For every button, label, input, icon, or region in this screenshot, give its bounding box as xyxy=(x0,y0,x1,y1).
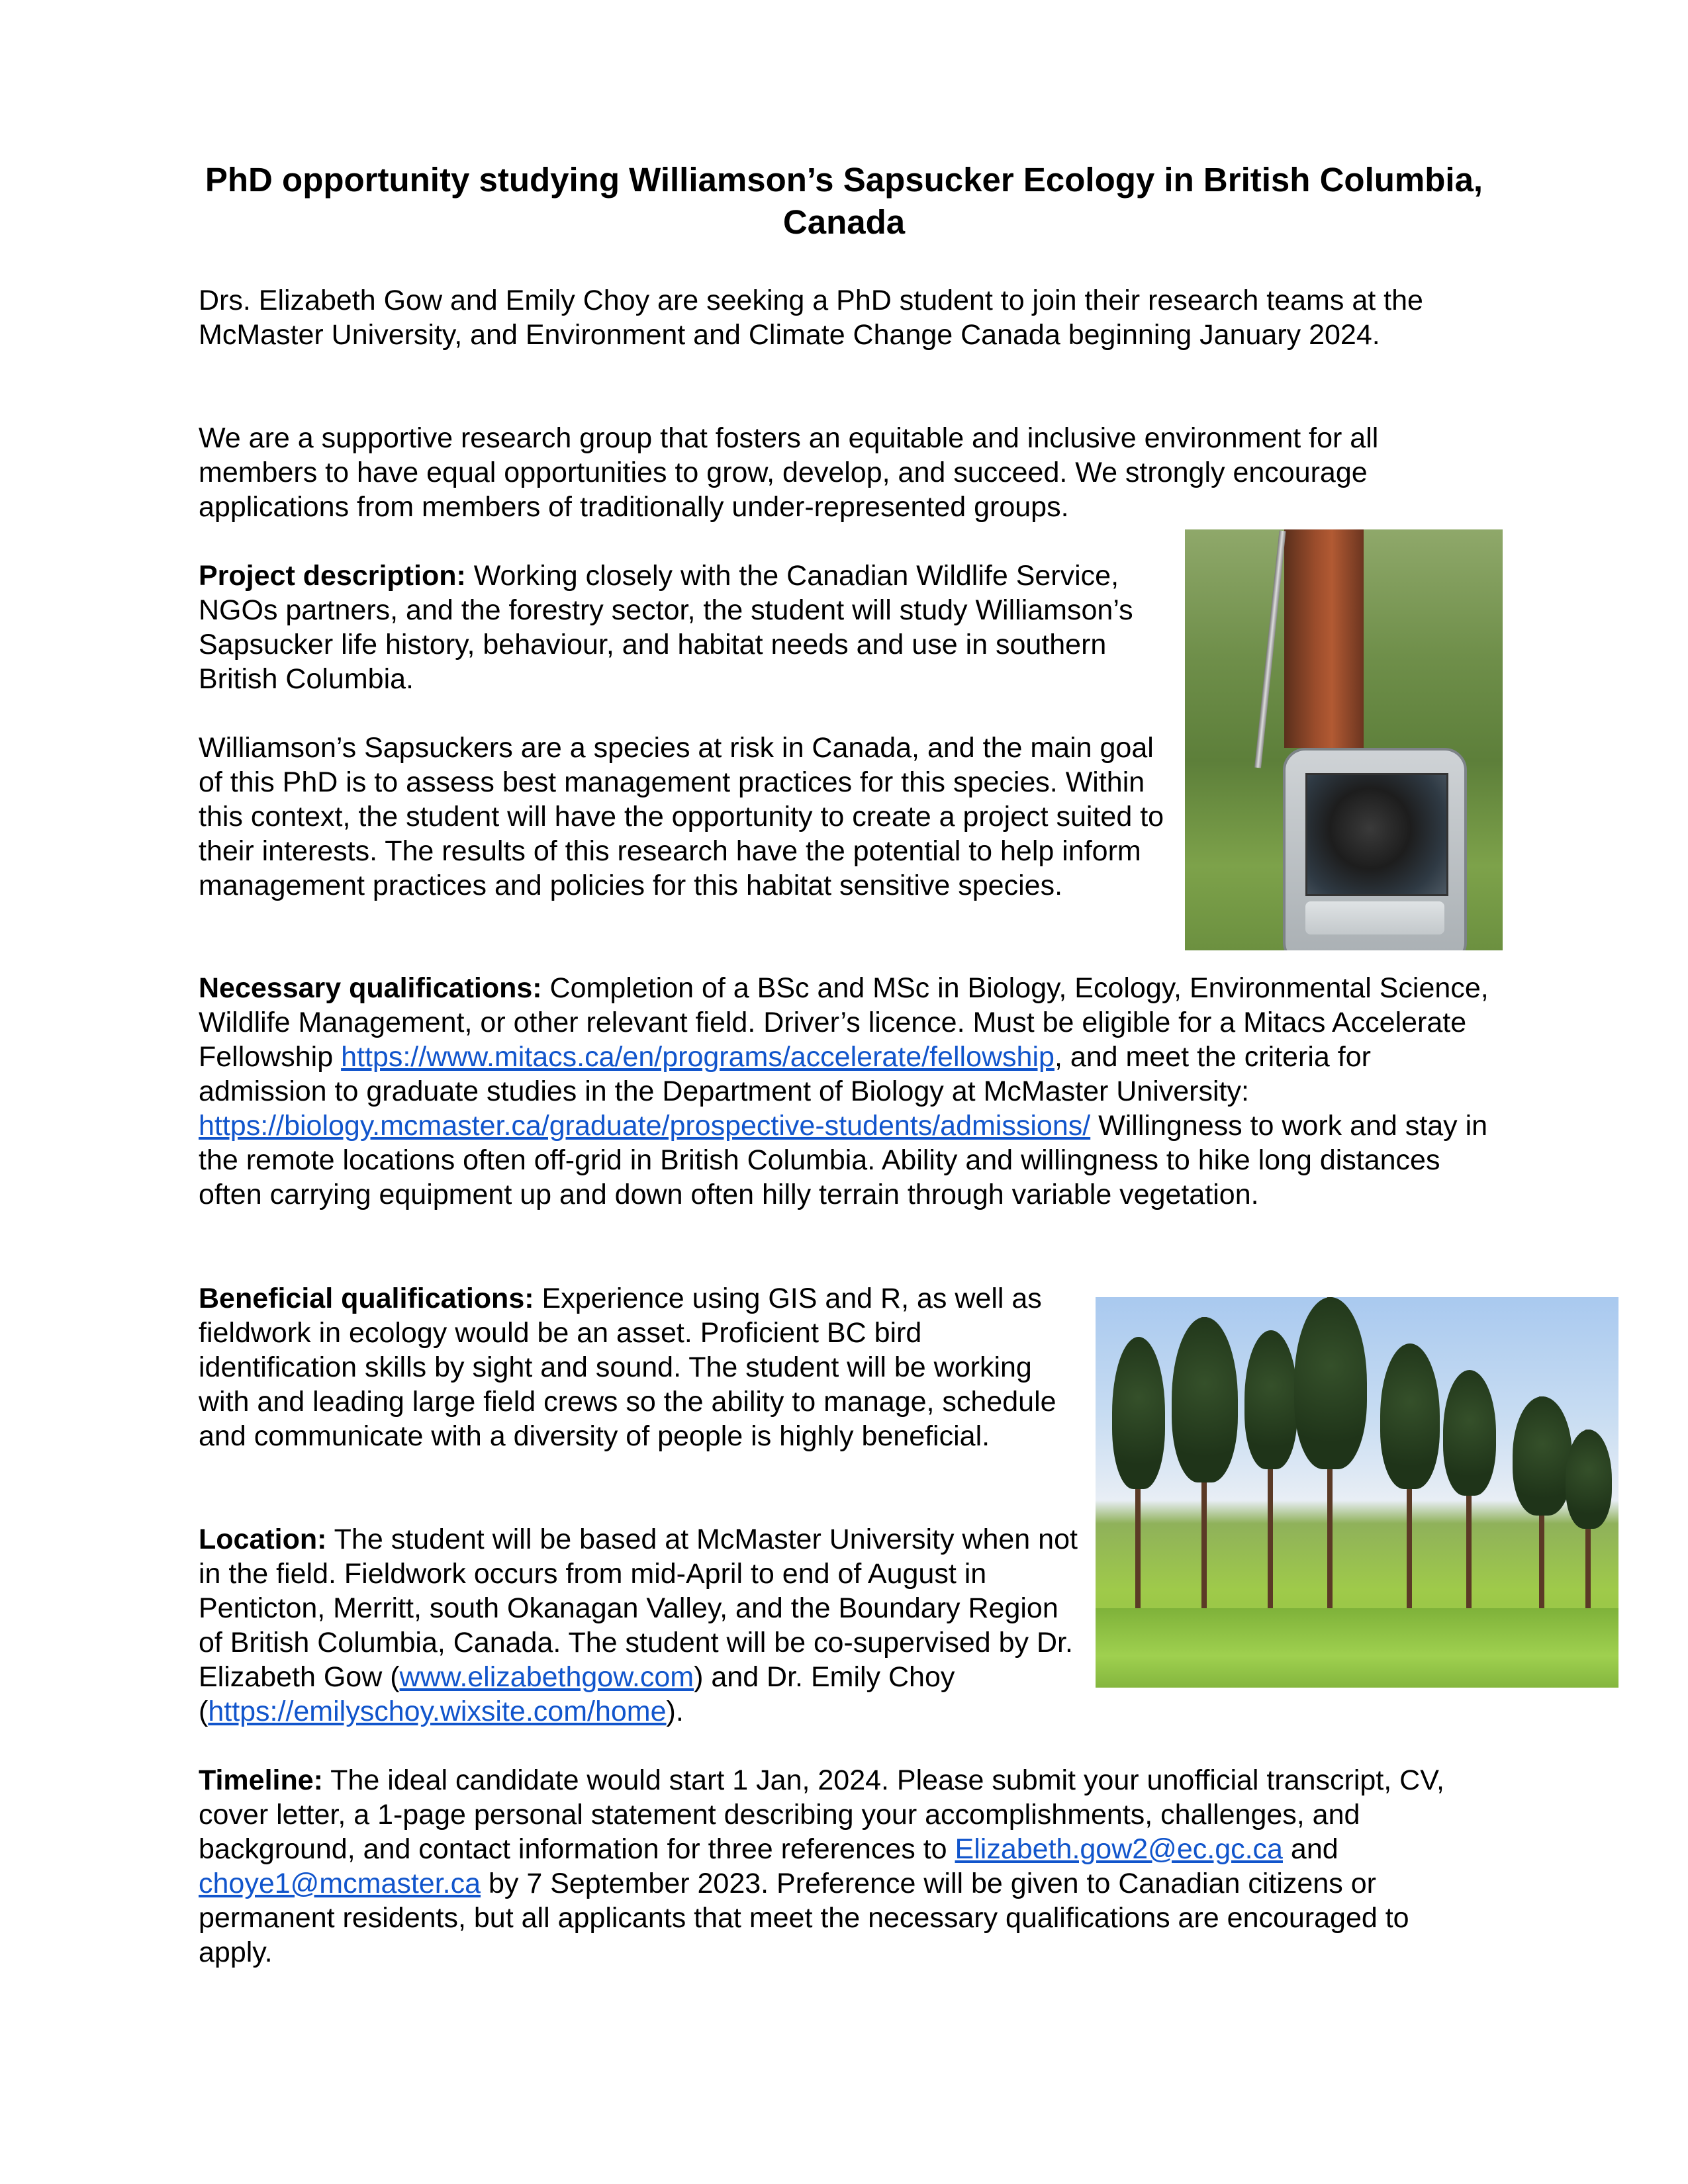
receiver-device xyxy=(1283,748,1467,950)
beneficial-qualifications-label: Beneficial qualifications: xyxy=(199,1283,534,1314)
radio-receiver-photo xyxy=(1185,529,1503,950)
elizabeth-gow-email-link[interactable]: Elizabeth.gow2@ec.gc.ca xyxy=(955,1833,1283,1865)
necessary-qualifications-text-3: Willingness to work and stay in the remote locations often off-grid in British Columbia. Ability and willingness to hike long distances often carrying equipment up and down often hilly terrain through variable vegetation. xyxy=(199,1110,1488,1210)
pine-forest-photo xyxy=(1096,1297,1618,1688)
location-label: Location: xyxy=(199,1524,327,1555)
necessary-qualifications-label: Necessary qualifications: xyxy=(199,972,542,1004)
receiver-screen xyxy=(1305,773,1448,896)
location-text-3: ). xyxy=(666,1696,684,1727)
pine-crown xyxy=(1294,1297,1367,1469)
project-description-paragraph xyxy=(199,559,1165,696)
timeline-paragraph xyxy=(199,1763,1489,1970)
pine-crown xyxy=(1244,1330,1297,1469)
timeline-text-2: and xyxy=(1282,1833,1338,1865)
beneficial-qualifications-paragraph xyxy=(199,1281,1079,1453)
pine-crown xyxy=(1172,1317,1238,1482)
location-paragraph xyxy=(199,1522,1079,1729)
species-at-risk-paragraph: Williamson’s Sapsuckers are a species at risk in Canada, and the main goal of this PhD is to assess best management practices for this species. Within this context, the student will have the opportunity to create a project suited to their interests. The results of this research have the potential to help inform management practices and policies for this habitat sensitive species. xyxy=(199,732,1164,901)
beneficial-qualifications-text: Experience using GIS and R, as well as fieldwork in ecology would be an asset. Proficient BC bird identification skills by sight and sound. The student will be working with and leading large field crews so the ability to manage, schedule and communicate with a diversity of people is highly beneficial. xyxy=(199,1283,1056,1452)
timeline-text-1: The ideal candidate would start 1 Jan, 2024. Please submit your unofficial transcript, CV, cover letter, a 1-page personal statement describing your accomplishments, challenges, and background, and contact information for three references to xyxy=(199,1764,1444,1865)
location-text-1: The student will be based at McMaster University when not in the field. Fieldwork occurs from mid-April to end of August in Penticton, Merritt, south Okanagan Valley, and the Boundary Region of British Columbia, Canada. The student will be co-supervised by Dr. Elizabeth Gow ( xyxy=(199,1524,1078,1693)
project-description-label: Project description: xyxy=(199,560,466,592)
timeline-text-3: by 7 September 2023. Preference will be given to Canadian citizens or permanent residents, but all applicants that meet the necessary qualifications are encouraged to apply. xyxy=(199,1868,1409,1968)
mcmaster-admissions-link[interactable]: https://biology.mcmaster.ca/graduate/prospective-students/admissions/ xyxy=(199,1110,1091,1142)
necessary-qualifications-text-2: , and meet the criteria for admission to graduate studies in the Department of Biology at McMaster University: xyxy=(199,1041,1371,1107)
intro-paragraph: Drs. Elizabeth Gow and Emily Choy are seeking a PhD student to join their research teams at the McMaster University, and Environment and Climate Change Canada beginning January 2024. xyxy=(199,285,1423,351)
grass-ground xyxy=(1096,1608,1618,1688)
pine-crown xyxy=(1513,1396,1572,1516)
antenna xyxy=(1254,530,1286,768)
necessary-qualifications-text-1: Completion of a BSc and MSc in Biology, Ecology, Environmental Science, Wildlife Management, or other relevant field. Driver’s licence. Must be eligible for a Mitacs Accelerate Fellowship xyxy=(199,972,1489,1073)
equity-paragraph: We are a supportive research group that fosters an equitable and inclusive environment for all members to have equal opportunities to grow, develop, and succeed. We strongly encourage applications from members of traditionally under-represented groups. xyxy=(199,422,1379,523)
elizabeth-gow-website-link[interactable]: www.elizabethgow.com xyxy=(399,1661,694,1693)
location-text-2: ) and Dr. Emily Choy ( xyxy=(199,1661,955,1727)
pine-crown xyxy=(1443,1370,1496,1496)
mitacs-fellowship-link[interactable]: https://www.mitacs.ca/en/programs/accelerate/fellowship xyxy=(341,1041,1055,1073)
page-title: PhD opportunity studying Williamson’s Sapsucker Ecology in British Columbia, Canada xyxy=(205,161,1483,241)
necessary-qualifications-paragraph xyxy=(199,971,1489,1212)
emily-choy-website-link[interactable]: https://emilyschoy.wixsite.com/home xyxy=(208,1696,667,1727)
pine-crown xyxy=(1112,1337,1165,1489)
emily-choy-email-link[interactable]: choye1@mcmaster.ca xyxy=(199,1868,481,1899)
pine-crown xyxy=(1566,1430,1612,1529)
receiver-keys xyxy=(1305,901,1444,934)
project-description-text: Working closely with the Canadian Wildlife Service, NGOs partners, and the forestry sector, the student will study Williamson’s Sapsucker life history, behaviour, and habitat needs and use in southern British Columbia. xyxy=(199,560,1133,695)
tree-trunk xyxy=(1284,529,1364,748)
pine-crown xyxy=(1380,1343,1440,1489)
timeline-label: Timeline: xyxy=(199,1764,323,1796)
